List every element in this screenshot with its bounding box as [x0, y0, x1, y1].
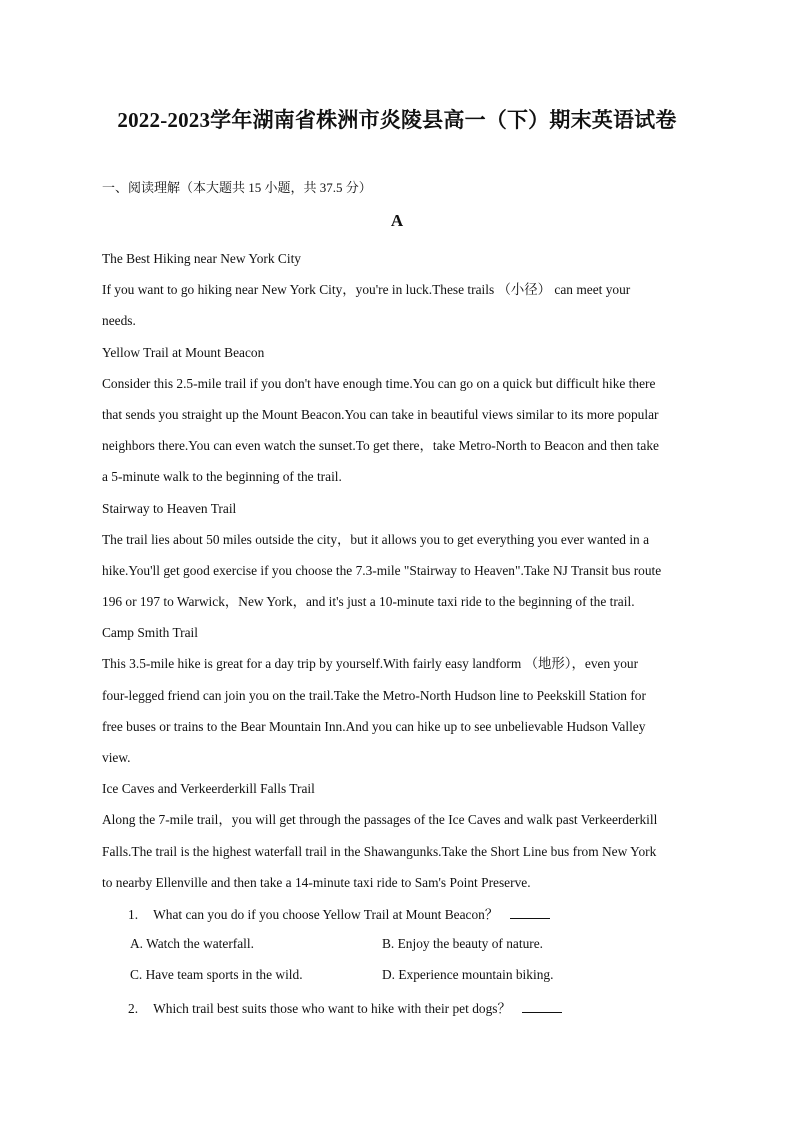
passage-line: Ice Caves and Verkeerderkill Falls Trail: [102, 781, 315, 797]
question-number: 2.: [128, 1001, 139, 1016]
answer-blank[interactable]: [522, 1000, 562, 1013]
passage-line: Along the 7-mile trail，you will get through the passages of the Ice Caves and walk past Verkeerderkill: [102, 812, 658, 828]
passage-line: Stairway to Heaven Trail: [102, 500, 237, 516]
passage-line: Falls.The trail is the highest waterfall trail in the Shawangunks.Take the Short Line bus from New York: [102, 843, 657, 859]
passage-line: a 5-minute walk to the beginning of the trail.: [102, 469, 342, 485]
section-heading: 一、阅读理解（本大题共 15 小题，共 37.5 分）: [102, 180, 372, 195]
passage-line: hike.You'll get good exercise if you choose the 7.3-mile "Stairway to Heaven".Take NJ Transit bus route: [102, 562, 662, 578]
answer-blank[interactable]: [510, 906, 550, 919]
passage-line: Camp Smith Trail: [102, 625, 198, 641]
passage-line: view.: [102, 750, 131, 765]
option-b[interactable]: B. Enjoy the beauty of nature.: [382, 936, 544, 951]
question-1: [128, 904, 550, 923]
passage-line: needs.: [102, 313, 136, 329]
passage-line: that sends you straight up the Mount Beacon.You can take in beautiful views similar to its more popular: [102, 406, 659, 422]
passage-line: 196 or 197 to Warwick，New York，and it's just a 10-minute taxi ride to the beginning of the trail.: [102, 594, 635, 610]
question-number: 1.: [128, 907, 139, 922]
exam-title: 2022-2023学年湖南省株洲市炎陵县高一（下）期末英语试卷: [117, 108, 677, 132]
reading-passage: [102, 243, 694, 898]
option-d[interactable]: D. Experience mountain biking.: [382, 967, 554, 982]
question-text: What can you do if you choose Yellow Trail at Mount Beacon？: [153, 907, 499, 922]
passage-line: free buses or trains to the Bear Mountain Inn.And you can hike up to see unbelievable Hudson Valley: [102, 718, 646, 734]
passage-line: four-legged friend can join you on the trail.Take the Metro-North Hudson line to Peekskill Station for: [102, 687, 646, 703]
option-a[interactable]: A. Watch the waterfall.: [130, 936, 254, 951]
passage-line: The Best Hiking near New York City: [102, 251, 301, 266]
passage-line: neighbors there.You can even watch the sunset.To get there，take Metro-North to Beacon and then take: [102, 438, 659, 454]
passage-line: This 3.5-mile hike is great for a day trip by yourself.With fairly easy landform （地形），even your: [102, 656, 639, 672]
passage-line: to nearby Ellenville and then take a 14-minute taxi ride to Sam's Point Preserve.: [102, 874, 531, 890]
passage-line: Consider this 2.5-mile trail if you don't have enough time.You can go on a quick but difficult hike there: [102, 375, 656, 391]
question-text: Which trail best suits those who want to hike with their pet dogs？: [153, 1001, 511, 1016]
option-c[interactable]: C. Have team sports in the wild.: [130, 967, 303, 982]
passage-line: Yellow Trail at Mount Beacon: [102, 344, 265, 360]
question-2: [128, 998, 562, 1017]
passage-line: If you want to go hiking near New York City，you're in luck.These trails （小径） can meet your: [102, 282, 631, 298]
passage-line: The trail lies about 50 miles outside the city，but it allows you to get everything you ever wanted in a: [102, 531, 650, 547]
part-label: A: [390, 211, 404, 230]
